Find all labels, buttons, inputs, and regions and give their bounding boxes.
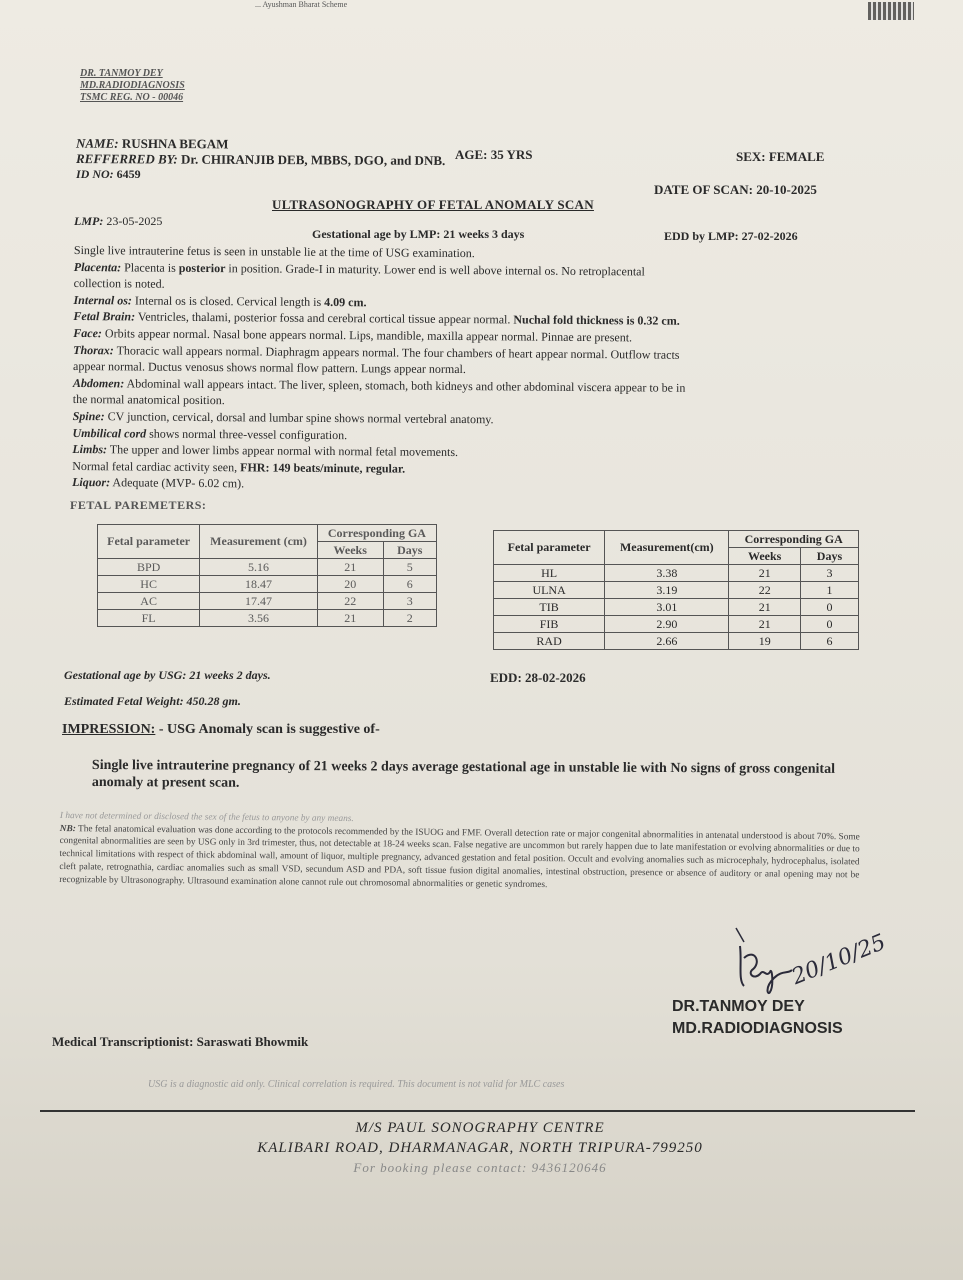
lmp-label: LMP: <box>74 214 104 228</box>
t2-cell: RAD <box>494 633 605 650</box>
signing-doctor <box>672 996 843 1040</box>
t2-header-measurement: Measurement(cm) <box>605 531 729 565</box>
patient-sex: SEX: FEMALE <box>736 149 825 164</box>
t2-header-ga: Corresponding GA <box>729 531 859 548</box>
cord-text: shows normal three-vessel configuration. <box>146 426 348 442</box>
t1-cell: BPD <box>98 559 200 576</box>
t2-cell: 6 <box>800 633 858 650</box>
centre-address: KALIBARI ROAD, DHARMANAGAR, NORTH TRIPURA-799250 <box>257 1140 703 1156</box>
thorax-label: Thorax: <box>73 342 114 357</box>
t1-header-parameter: Fetal parameter <box>98 525 200 559</box>
table-row <box>494 616 859 633</box>
finding-placenta-cont: collection is noted. <box>73 276 165 291</box>
signing-doctor-degree: MD.RADIODIAGNOSIS <box>672 1020 843 1037</box>
t2-cell: 22 <box>729 582 801 599</box>
t1-cell: FL <box>98 610 200 627</box>
t1-cell: 3 <box>383 593 436 610</box>
t1-header-weeks: Weeks <box>317 542 383 559</box>
brain-text: Ventricles, thalami, posterior fossa and cerebral cortical tissue appear normal. <box>135 309 514 327</box>
t2-cell: HL <box>494 565 605 582</box>
cord-label: Umbilical cord <box>72 425 147 441</box>
t1-header-measurement: Measurement (cm) <box>200 525 318 559</box>
t2-header-parameter: Fetal parameter <box>494 531 605 565</box>
findings-block <box>72 242 864 497</box>
signing-doctor-name: DR.TANMOY DEY <box>672 998 805 1015</box>
t1-cell: 6 <box>383 576 436 593</box>
t2-cell: 21 <box>729 565 801 582</box>
t2-header-weeks: Weeks <box>729 548 801 565</box>
corner-stamp-mark <box>868 2 914 20</box>
impression-line <box>62 722 380 738</box>
header-doctor-degree: MD.RADIODIAGNOSIS <box>80 80 185 91</box>
footer-note: USG is a diagnostic aid only. Clinical correlation is required. This document is not valid for MLC cases <box>148 1079 565 1090</box>
centre-contact: For booking please contact: 9436120646 <box>353 1160 607 1175</box>
t2-cell: 3.19 <box>605 582 729 599</box>
edd-by-lmp: EDD by LMP: 27-02-2026 <box>664 229 798 243</box>
brain-label: Fetal Brain: <box>73 309 136 324</box>
ga-by-lmp: Gestational age by LMP: 21 weeks 3 days <box>312 227 525 241</box>
t2-cell: 21 <box>729 616 801 633</box>
fhr-value: FHR: 149 beats/minute, regular. <box>240 460 406 476</box>
t1-header-ga: Corresponding GA <box>317 525 436 542</box>
t1-cell: 5.16 <box>200 559 318 576</box>
sex-disclaimer: I have not determined or disclosed the sex of the fetus to anyone by any means. <box>59 810 354 825</box>
t1-cell: 5 <box>383 559 436 576</box>
id-number: 6459 <box>116 167 141 181</box>
cardiac-text: Normal fetal cardiac activity seen, <box>72 458 241 475</box>
table-row <box>494 582 859 599</box>
t1-cell: 17.47 <box>200 593 318 610</box>
t2-header-days: Days <box>800 548 858 565</box>
t2-cell: ULNA <box>494 582 605 599</box>
lmp-line <box>74 214 162 229</box>
t2-cell: 1 <box>800 582 858 599</box>
lmp-value: 23-05-2025 <box>106 214 163 228</box>
liquor-text: Adequate (MVP- 6.02 cm). <box>110 475 245 491</box>
abdomen-text: Abdominal wall appears intact. The liver, spleen, stomach, both kidneys and other abdominal viscera appear to be in <box>124 376 686 395</box>
report-title: ULTRASONOGRAPHY OF FETAL ANOMALY SCAN <box>272 197 594 212</box>
footer-divider <box>40 1110 915 1112</box>
t2-cell: 3.01 <box>605 599 729 616</box>
handwritten-signature <box>730 908 910 998</box>
fetal-parameters-table-2 <box>493 530 859 650</box>
signature-date: 20/10/25 <box>788 929 890 991</box>
patient-name: RUSHNA BEGAM <box>121 135 229 152</box>
table-row <box>494 599 859 616</box>
abdomen-label: Abdomen: <box>72 375 125 391</box>
centre-block <box>200 1118 760 1178</box>
t2-cell: 0 <box>800 616 858 633</box>
t1-header-days: Days <box>383 542 436 559</box>
t1-cell: 21 <box>317 610 383 627</box>
thorax-text: Thoracic wall appears normal. Diaphragm appears normal. The four chambers of heart appear normal. Outflow tracts <box>113 342 680 362</box>
finding-thorax-cont: appear normal. Ductus venosus shows normal flow pattern. Lungs appear normal. <box>72 359 466 377</box>
spine-label: Spine: <box>72 408 105 424</box>
table-row <box>98 576 437 593</box>
fetal-parameters-table-1 <box>97 524 437 627</box>
spine-text: CV junction, cervical, dorsal and lumbar spine shows normal vertebral anatomy. <box>104 409 494 427</box>
t1-cell: 3.56 <box>200 610 318 627</box>
t2-cell: 3.38 <box>605 565 729 582</box>
t2-cell: TIB <box>494 599 605 616</box>
t1-cell: HC <box>98 576 200 593</box>
t2-cell: 2.66 <box>605 633 729 650</box>
table-row <box>98 559 437 576</box>
id-label: ID NO: <box>76 167 114 181</box>
t2-cell: 19 <box>729 633 801 650</box>
t1-cell: 22 <box>317 593 383 610</box>
table-row <box>494 565 859 582</box>
centre-name: M/S PAUL SONOGRAPHY CENTRE <box>355 1120 605 1136</box>
referred-by: Dr. CHIRANJIB DEB, MBBS, DGO, and DNB. <box>180 151 446 168</box>
transcriptionist: Medical Transcriptionist: Saraswati Bhowmik <box>52 1034 309 1049</box>
nb-paragraph <box>59 823 860 895</box>
header-doctor-name: DR. TANMOY DEY <box>80 68 163 79</box>
cervical-length: 4.09 cm. <box>324 294 367 310</box>
header-doctor-block <box>80 68 185 104</box>
placenta-text-a: Placenta is <box>121 259 179 275</box>
t2-cell: 0 <box>800 599 858 616</box>
patient-name-label: NAME: <box>75 135 119 151</box>
ga-by-usg: Gestational age by USG: 21 weeks 2 days. <box>64 668 271 682</box>
t1-cell: 18.47 <box>200 576 318 593</box>
t2-cell: 2.90 <box>605 616 729 633</box>
scan-date: DATE OF SCAN: 20-10-2025 <box>654 182 817 197</box>
t2-cell: 3 <box>800 565 858 582</box>
table-row <box>98 610 437 627</box>
impression-label: IMPRESSION: <box>62 722 156 737</box>
impression-lead: - USG Anomaly scan is suggestive of- <box>155 722 380 737</box>
t1-cell: 2 <box>383 610 436 627</box>
nb-label: NB: <box>59 823 76 834</box>
patient-age: AGE: 35 YRS <box>455 147 533 162</box>
t1-cell: 20 <box>317 576 383 593</box>
liquor-label: Liquor: <box>72 475 111 490</box>
t1-cell: 21 <box>317 559 383 576</box>
t2-cell: FIB <box>494 616 605 633</box>
limbs-label: Limbs: <box>72 442 108 457</box>
placenta-position: posterior <box>178 260 226 275</box>
finding-intro: Single live intrauterine fetus is seen in unstable lie at the time of USG examination. <box>73 242 475 261</box>
placenta-label: Placenta: <box>73 259 122 274</box>
disclaimer-block <box>59 810 860 895</box>
table-row <box>494 633 859 650</box>
table-row <box>98 593 437 610</box>
id-line <box>76 167 141 182</box>
t1-cell: AC <box>98 593 200 610</box>
patient-name-line <box>76 136 229 153</box>
referred-label: REFFERRED BY: <box>75 151 178 167</box>
estimated-fetal-weight: Estimated Fetal Weight: 450.28 gm. <box>64 694 241 708</box>
impression-text: Single live intrauterine pregnancy of 21 weeks 2 days average gestational age in unstable lie with No signs of gross congenital anomaly at present scan. <box>91 758 836 791</box>
limbs-text: The upper and lower limbs appear normal with normal fetal movements. <box>106 442 459 460</box>
nb-text: The fetal anatomical evaluation was done according to the protocols recommended by the ISUOG and FMF. Overall detection rate or major congenital abnormalities in antenatal understood is about 70%. Some congenital abnormalities are seen by USG only in 3rd trimester, thus, not detectable at 18-24 weeks scan. False negative are uncommon but rarely happen due to late manifestation or evolving abnormalities or due to technical limitations with respect of thick abdominal wall, amount of liquor, multiple pregnancy, advanced gestation and fetal position. Occult and evolving anomalies such as microcephaly, hydrocephalus, isolated cleft palate, retrognathia, cardiac anomalies such as small VSD, secundum ASD and PDA, soft tissue fusion digital anomalies, intestinal obstruction, presence or absence of auditory or anal opening may not be recognizable by Ultrasonography. Ultrasound examination alone cannot rule out chromosomal abnormalities or genetic syndromes. <box>59 823 860 890</box>
nuchal-fold: Nuchal fold thickness is 0.32 cm. <box>513 312 680 329</box>
internal-os-text: Internal os is closed. Cervical length is <box>131 293 325 309</box>
face-text: Orbits appear normal. Nasal bone appears normal. Lips, mandible, maxilla appear normal. Pinnae are present. <box>101 326 633 345</box>
fetal-parameters-title: FETAL PAREMETERS: <box>70 498 207 512</box>
face-label: Face: <box>73 325 102 341</box>
internal-os-label: Internal os: <box>73 292 132 308</box>
header-doctor-reg: TSMC REG. NO - 00046 <box>80 92 184 103</box>
t2-cell: 21 <box>729 599 801 616</box>
placenta-text-c: in position. Grade-I in maturity. Lower end is well above internal os. No retroplacental <box>225 260 645 279</box>
finding-abdomen-cont: the normal anatomical position. <box>72 392 225 408</box>
edd-by-usg: EDD: 28-02-2026 <box>490 670 586 685</box>
top-strip-text: ... Ayushman Bharat Scheme <box>255 0 348 9</box>
